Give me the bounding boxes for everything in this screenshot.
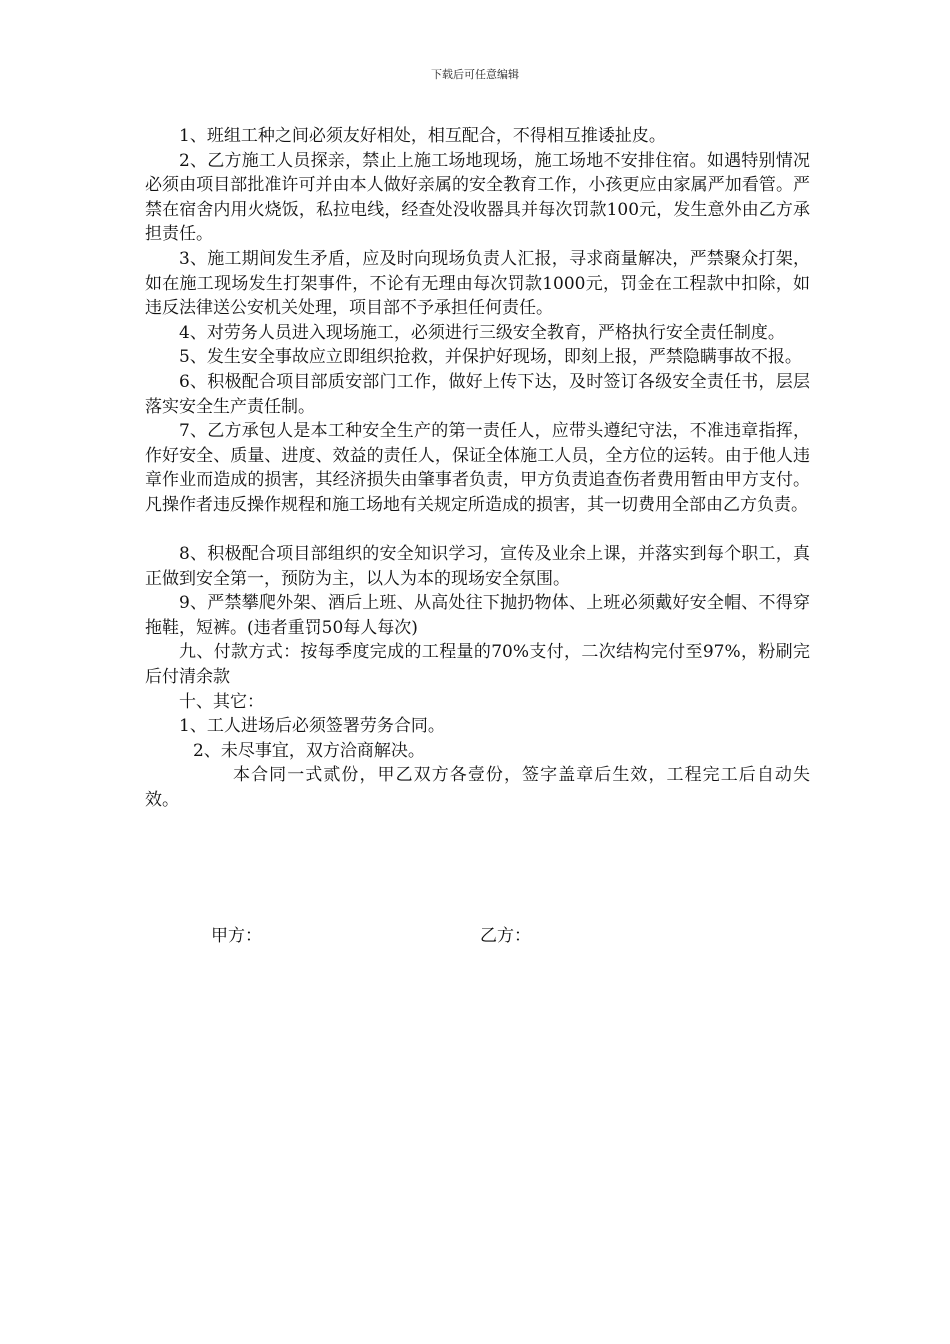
party-a-signature-label: 甲方： <box>211 926 262 946</box>
clause-3: 3、施工期间发生矛盾，应及时向现场负责人汇报，寻求商量解决，严禁聚众打架，如在施工现场发生打架事件，不论有无理由每次罚款1000元，罚金在工程款中扣除，如违反法律送公安机关处理，项目部不予承担任何责任。 <box>145 248 810 319</box>
clause-9: 9、严禁攀爬外架、酒后上班、从高处往下抛扔物体、上班必须戴好安全帽、不得穿拖鞋，短裤。(违者重罚50每人每次) <box>145 593 810 638</box>
contract-body <box>145 124 810 813</box>
party-b-signature-label: 乙方： <box>480 926 531 946</box>
other-terms-heading: 十、其它： <box>179 691 264 712</box>
other-term-1: 1、工人进场后必须签署劳务合同。 <box>179 716 445 737</box>
payment-terms: 九、付款方式：按每季度完成的工程量的70%支付，二次结构完付至97%，粉刷完后付清余款 <box>145 642 810 688</box>
other-term-2: 2、未尽事宜，双方洽商解决。 <box>193 740 425 761</box>
contract-validity: 本合同一式贰份，甲乙双方各壹份，签字盖章后生效，工程完工后自动失效。 <box>145 765 810 811</box>
page-header: 下载后可任意编辑 <box>431 68 519 81</box>
clause-6: 6、积极配合项目部质安部门工作，做好上传下达，及时签订各级安全责任书，层层落实安全生产责任制。 <box>145 371 810 417</box>
clause-1: 1、班组工种之间必须友好相处，相互配合，不得相互推诿扯皮。 <box>179 126 666 146</box>
clause-8: 8、积极配合项目部组织的安全知识学习，宣传及业余上课，并落实到每个职工，真正做到安全第一，预防为主，以人为本的现场安全氛围。 <box>145 544 810 589</box>
clause-7: 7、乙方承包人是本工种安全生产的第一责任人，应带头遵纪守法，不准违章指挥，作好安全、质量、进度、效益的责任人，保证全体施工人员，全方位的运转。由于他人违章作业而造成的损害，其经济损失由肇事者负责，甲方负责追查伤者费用暂由甲方支付。凡操作者违反操作规程和施工场地有关规定所造成的损害，其一切费用全部由乙方负责。 <box>145 421 810 515</box>
clause-4: 4、对劳务人员进入现场施工，必须进行三级安全教育，严格执行安全责任制度。 <box>179 322 785 343</box>
clause-2: 2、乙方施工人员探亲，禁止上施工场地现场，施工场地不安排住宿。如遇特别情况必须由项目部批准许可并由本人做好亲属的安全教育工作，小孩更应由家属严加看管。严禁在宿舍内用火烧饭，私拉电线，经查处没收器具并每次罚款100元，发生意外由乙方承担责任。 <box>145 150 810 245</box>
clause-5: 5、发生安全事故应立即组织抢救，并保护好现场，即刻上报，严禁隐瞒事故不报。 <box>179 347 802 368</box>
